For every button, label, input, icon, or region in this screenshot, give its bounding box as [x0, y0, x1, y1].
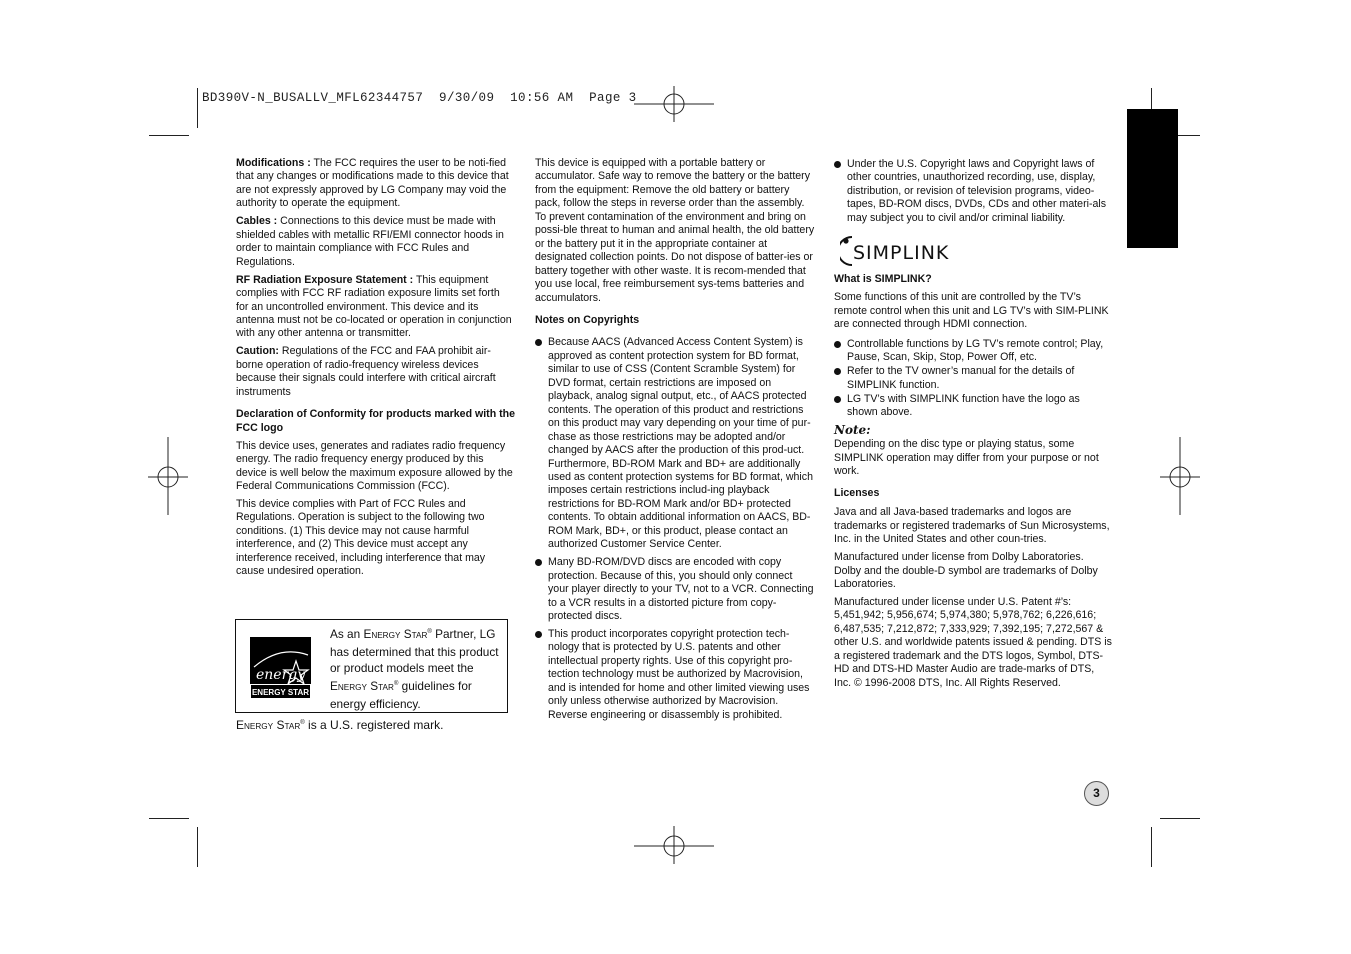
simplink-logo-text: SIMPLINK — [853, 242, 950, 264]
bullet-icon — [834, 368, 841, 375]
copyrights-heading: Notes on Copyrights — [535, 313, 640, 326]
simplink-paragraph: Some functions of this unit are controlled by the TV’s remote control when this unit and LG TV’s with SIM-PLINK are connected through HDMI connection. — [834, 291, 1109, 331]
energy-script: energy — [256, 667, 306, 683]
copyright-bullet-macrovision: This product incorporates copyright protection tech-nology that is protected by U.S. patents and other intellectual property rights. Use of this copyright pro-tection technology must be authorized by Macrovision, and is intended for home and other limited viewing uses only unless otherwise authorized by Macrovision. Reverse engineering or disassembly is prohibited. — [535, 628, 815, 722]
copyright-law-bullet: Under the U.S. Copyright laws and Copyright laws of other countries, unauthorized recording, use, display, distribution, or revision of television programs, video-tapes, BD-ROM discs, DVDs, CDs and other materi-als may subject you to civil and/or criminal liability. — [834, 158, 1113, 225]
column-middle — [535, 157, 815, 727]
energy-star-logo — [250, 637, 311, 699]
license-dolby: Manufactured under license from Dolby Laboratories. Dolby and the double-D symbol are trademarks of Dolby Laboratories. — [834, 551, 1098, 591]
print-slug-header: BD390V-N_BUSALLV_MFL62344757 9/30/09 10:56 AM Page 3 — [202, 91, 637, 105]
copyright-bullet-aacs: Because AACS (Advanced Access Content System) is approved as content protection system for BD format, similar to use of CSS (Content Scramble System) for DVD format, certain restrictions are imposed on playback, analog signal output, etc., of AACS protected contents. The operation of this product and restrictions on this product may vary depending on your time of pur-chase as those restrictions may be adopted and/or changed by AACS after the production of this prod-uct. Furthermore, BD-ROM Mark and BD+ are additionally used as content protection systems for BD format, which imposes certain restrictions includ-ing playback restrictions for BD-ROM Mark and/or BD+ protected contents. To obtain additional information on AACS, BD-ROM Mark, BD+, or this product, please contact an authorized Customer Service Center. — [535, 336, 815, 551]
caution-paragraph: Caution: Regulations of the FCC and FAA prohibit air-borne operation of radio-frequency wireless devices because their signals could interfere with critical aircraft instruments — [236, 345, 496, 398]
column-right-top — [834, 158, 1113, 230]
bullet-icon — [834, 396, 841, 403]
license-dts: Manufactured under license under U.S. Patent #’s: 5,451,942; 5,956,674; 5,974,380; 5,978,762; 6,226,616; 6,487,535; 7,212,872; 7,333,929; 7,392,195; 7,272,567 & other U.S. and worldwide patents issued & pending. DTS is a registered trademark and the DTS logos, Symbol, DTS-HD and DTS-HD Master Audio are trade-marks of DTS, Inc. © 1996-2008 DTS, Inc. All Rights Reserved. — [834, 596, 1112, 689]
section-tab — [1127, 109, 1178, 248]
registration-mark-left — [148, 437, 188, 517]
energy-star-icon — [250, 637, 311, 699]
rf-paragraph: RF Radiation Exposure Statement : This equipment complies with FCC RF radiation exposure limits set forth for an uncontrolled environment. This device and its antenna must not be co-located or operation in conjunction with any other antenna or transmitter. — [236, 273, 512, 340]
simplink-heading: What is SIMPLINK? — [834, 273, 932, 285]
cables-paragraph: Cables : Connections to this device must be made with shielded cables with metallic RFI/EMI connector hoods in order to maintain compliance with FCC Rules and Regulations. — [236, 215, 504, 268]
declaration-paragraph-1: This device uses, generates and radiates radio frequency energy. The radio frequency energy produced by this device is well below the maximum exposure allowed by the Federal Communications Commission (FCC). — [236, 439, 513, 492]
copyright-bullet-copy-protection: Many BD-ROM/DVD discs are encoded with copy protection. Because of this, you should only connect your player directly to your TV, not to a VCR. Connecting to a VCR results in a distorted picture from copy-protected discs. — [535, 556, 815, 623]
energy-star-text: As an ENERGY STAR® Partner, LG has determined that this product or product models meet the ENERGY STAR® guidelines for energy efficiency. — [330, 626, 499, 712]
simplink-logo — [840, 234, 972, 268]
modifications-paragraph: Modifications : The FCC requires the user to be noti-fied that any changes or modifications made to this device that are not expressly approved by LG Company may void the authority to operate the equipment. — [236, 157, 509, 210]
bullet-icon — [535, 631, 542, 638]
license-java: Java and all Java-based trademarks and logos are trademarks or registered trademarks of Sun Microsystems, Inc. in the United States and other coun-tries. — [834, 506, 1110, 546]
bullet-icon — [834, 161, 841, 168]
registration-mark-right — [1160, 437, 1200, 517]
note-label: Note: — [834, 423, 871, 438]
declaration-paragraph-2: This device complies with Part of FCC Rules and Regulations. Operation is subject to the following two conditions. (1) This device may not cause harmful interference, and (2) This device must accept any interference received, including interference that may cause undesired operation. — [236, 497, 486, 578]
note-text: Depending on the disc type or playing status, some SIMPLINK operation may differ from your purpose or not work. — [834, 438, 1099, 478]
declaration-heading: Declaration of Conformity for products marked with the FCC logo — [236, 408, 515, 434]
column-right — [834, 273, 1113, 695]
simplink-bullet-1: Controllable functions by LG TV’s remote control; Play, Pause, Scan, Skip, Stop, Power Off, etc. — [834, 338, 1113, 365]
licenses-heading: Licenses — [834, 486, 880, 499]
registration-mark-top — [634, 82, 714, 122]
simplink-bullet-2: Refer to the TV owner’s manual for the details of SIMPLINK function. — [834, 365, 1113, 392]
bullet-icon — [535, 559, 542, 566]
column-left — [236, 157, 515, 583]
energy-star-logo-label: ENERGY STAR — [251, 688, 310, 697]
simplink-bullet-3: LG TV’s with SIMPLINK function have the logo as shown above. — [834, 393, 1113, 420]
registration-mark-bottom — [634, 826, 714, 866]
energy-star-box — [235, 619, 508, 713]
bullet-icon — [535, 339, 542, 346]
bullet-icon — [834, 341, 841, 348]
battery-paragraph: This device is equipped with a portable battery or accumulator. Safe way to remove the battery or the battery from the equipment: Remove the old battery or battery pack, follow the steps in reverse order than the assembly. To prevent contamination of the environment and bring on possi-ble threat to human and animal health, the old battery or the battery put it in the appropriate container at designated collection points. Do not dispose of batter-ies or battery together with other waste. It is recom-mended that you use local, free reimbursement sys-tems batteries and accumulators. — [535, 157, 815, 304]
page-number: 3 — [1084, 781, 1109, 806]
energy-star-footnote: ENERGY STAR® is a U.S. registered mark. — [236, 718, 444, 732]
